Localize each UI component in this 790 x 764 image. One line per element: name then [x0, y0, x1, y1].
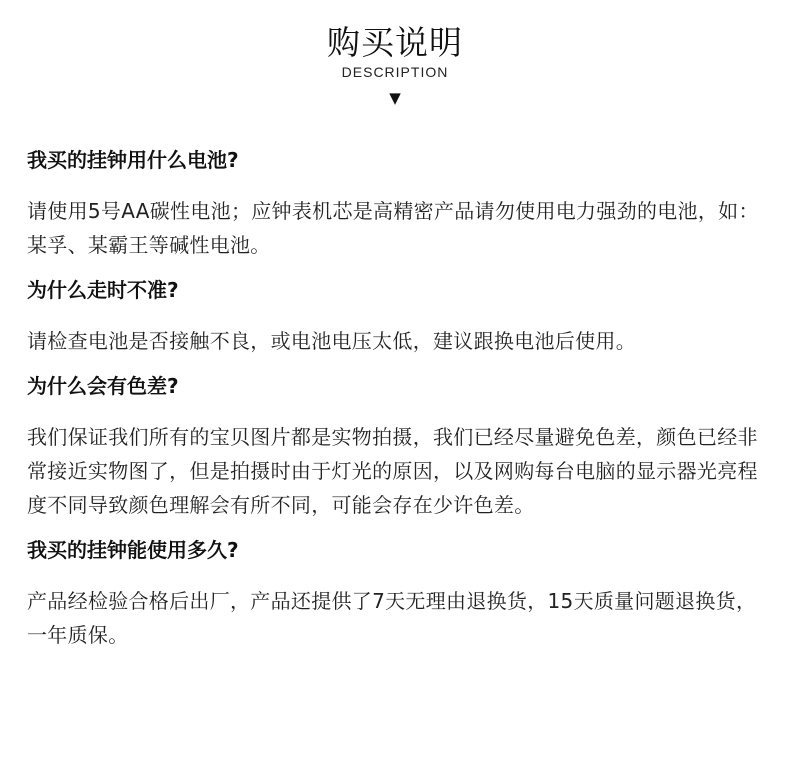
- faq-question: 我买的挂钟用什么电池?: [27, 148, 239, 172]
- faq-question: 为什么走时不准?: [27, 278, 179, 302]
- faq-answer: 请使用5号AA碳性电池；应钟表机芯是高精密产品请勿使用电力强劲的电池，如：某孚、某霸王等碱性电池。: [27, 199, 759, 257]
- faq-answer: 请检查电池是否接触不良，或电池电压太低，建议跟换电池后使用。: [27, 329, 636, 353]
- faq-item-accuracy: [27, 276, 767, 358]
- page-subtitle: DESCRIPTION: [341, 64, 449, 80]
- faq-question: 我买的挂钟能使用多久?: [27, 538, 239, 562]
- faq-item-battery: [27, 146, 767, 262]
- faq-question: 为什么会有色差?: [27, 374, 179, 398]
- page-title: 购买说明: [327, 23, 463, 62]
- page-header: [0, 22, 790, 107]
- faq-answer: 我们保证我们所有的宝贝图片都是实物拍摄，我们已经尽量避免色差，颜色已经非常接近实物图了，但是拍摄时由于灯光的原因，以及网购每台电脑的显示器光亮程度不同导致颜色理解会有所不同，可能会存在少许色差。: [27, 425, 758, 517]
- triangle-down-icon: ▼: [389, 89, 401, 107]
- faq-item-color: [27, 372, 767, 522]
- faq-item-lifespan: [27, 536, 767, 652]
- faq-answer: 产品经检验合格后出厂，产品还提供了7天无理由退换货，15天质量问题退换货，一年质保。: [27, 589, 757, 647]
- faq-list: [27, 146, 767, 666]
